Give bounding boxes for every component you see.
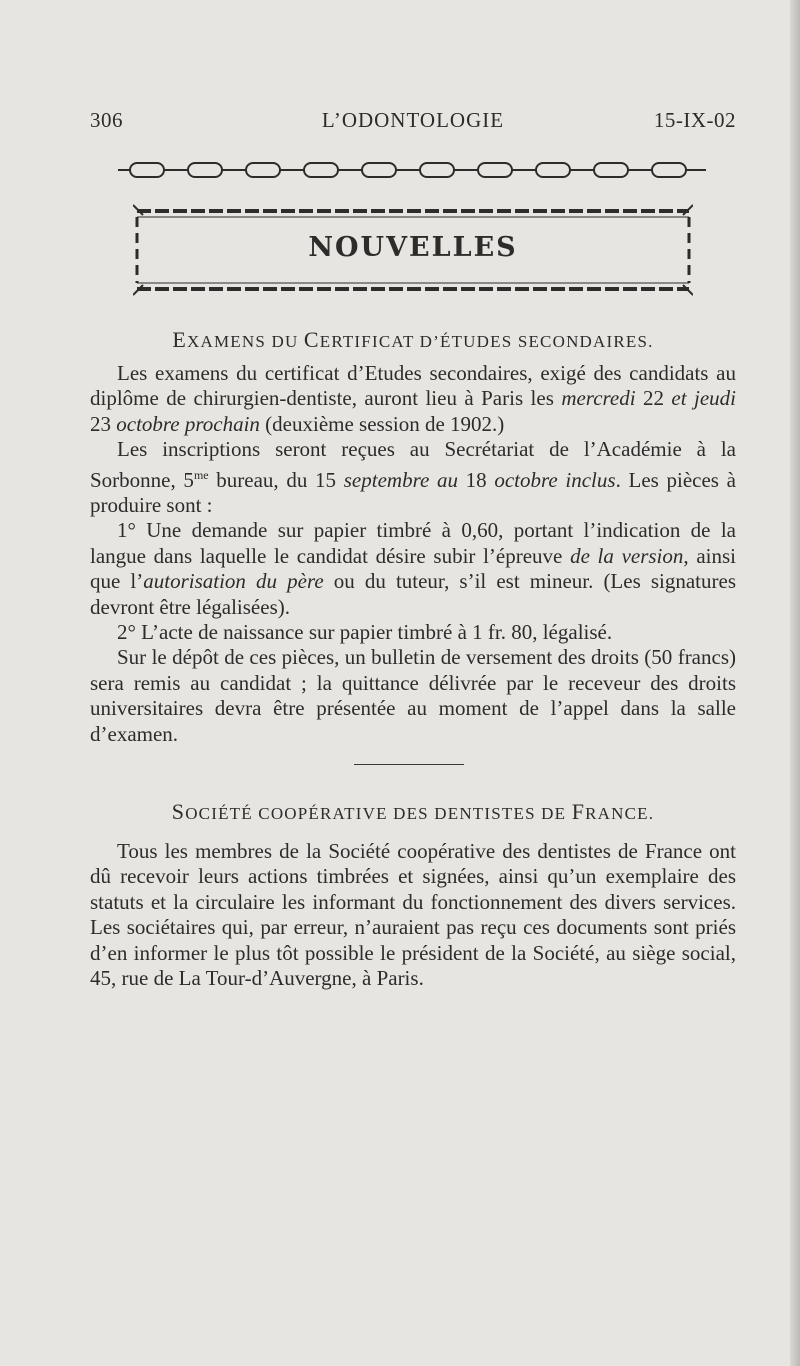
paragraph: Les inscriptions seront reçues au Secrétariat de l’Académie à la Sorbonne, $5^{me}$ bureau, du 15 septembre au 18 octobre inclus. Les pièces à produire sont : xyxy=(90,437,736,518)
section-body-exams xyxy=(90,361,736,747)
paragraph: Les examens du certificat d’Etudes secondaires, exigé des candidats au diplôme de chirurgien-dentiste, auront lieu à Paris les mercredi 22 et jeudi 23 octobre prochain (deuxième session de 1902.) xyxy=(90,361,736,436)
section-heading-exams: EXAMENS DU CERTIFICAT D’ÉTUDES SECONDAIRES. xyxy=(172,327,654,352)
section-body-cooperative xyxy=(90,839,736,991)
ornamental-border-icon xyxy=(118,160,706,180)
paragraph: 1° Une demande sur papier timbré à 0,60, portant l’indication de la langue dans laquelle le candidat désire subir l’épreuve de la version, ainsi que l’autorisation du père ou du tuteur, s’il est mineur. (Les signatures devront être légalisées). xyxy=(90,518,736,619)
section-divider xyxy=(354,764,464,765)
banner-title: NOUVELLES xyxy=(308,232,518,263)
page-number: 306 xyxy=(90,108,123,132)
paragraph: Tous les membres de la Société coopérative des dentistes de France ont dû recevoir leurs actions timbrées et signées, ainsi qu’un exemplaire des statuts et la circulaire les informant du fonctionnement des divers services. Les sociétaires qui, par erreur, n’auraient pas reçu ces documents sont priés d’en informer le plus tôt possible le président de la Société, au siège social, 45, rue de La Tour-d’Auvergne, à Paris. xyxy=(90,839,736,991)
page-edge xyxy=(790,0,800,1366)
paragraph: Sur le dépôt de ces pièces, un bulletin de versement des droits (50 francs) sera remis au candidat ; la quittance délivrée par le receveur des droits universitaires devra être présentée au moment de l’appel dans la salle d’examen. xyxy=(90,645,736,746)
journal-title: L’ODONTOLOGIE xyxy=(321,108,505,132)
running-header xyxy=(90,108,736,138)
issue-date: 15-IX-02 xyxy=(653,108,736,132)
paragraph: 2° L’acte de naissance sur papier timbré à 1 fr. 80, légalisé. xyxy=(117,620,613,645)
section-heading-cooperative: SOCIÉTÉ COOPÉRATIVE DES DENTISTES DE FRANCE. xyxy=(171,799,655,824)
